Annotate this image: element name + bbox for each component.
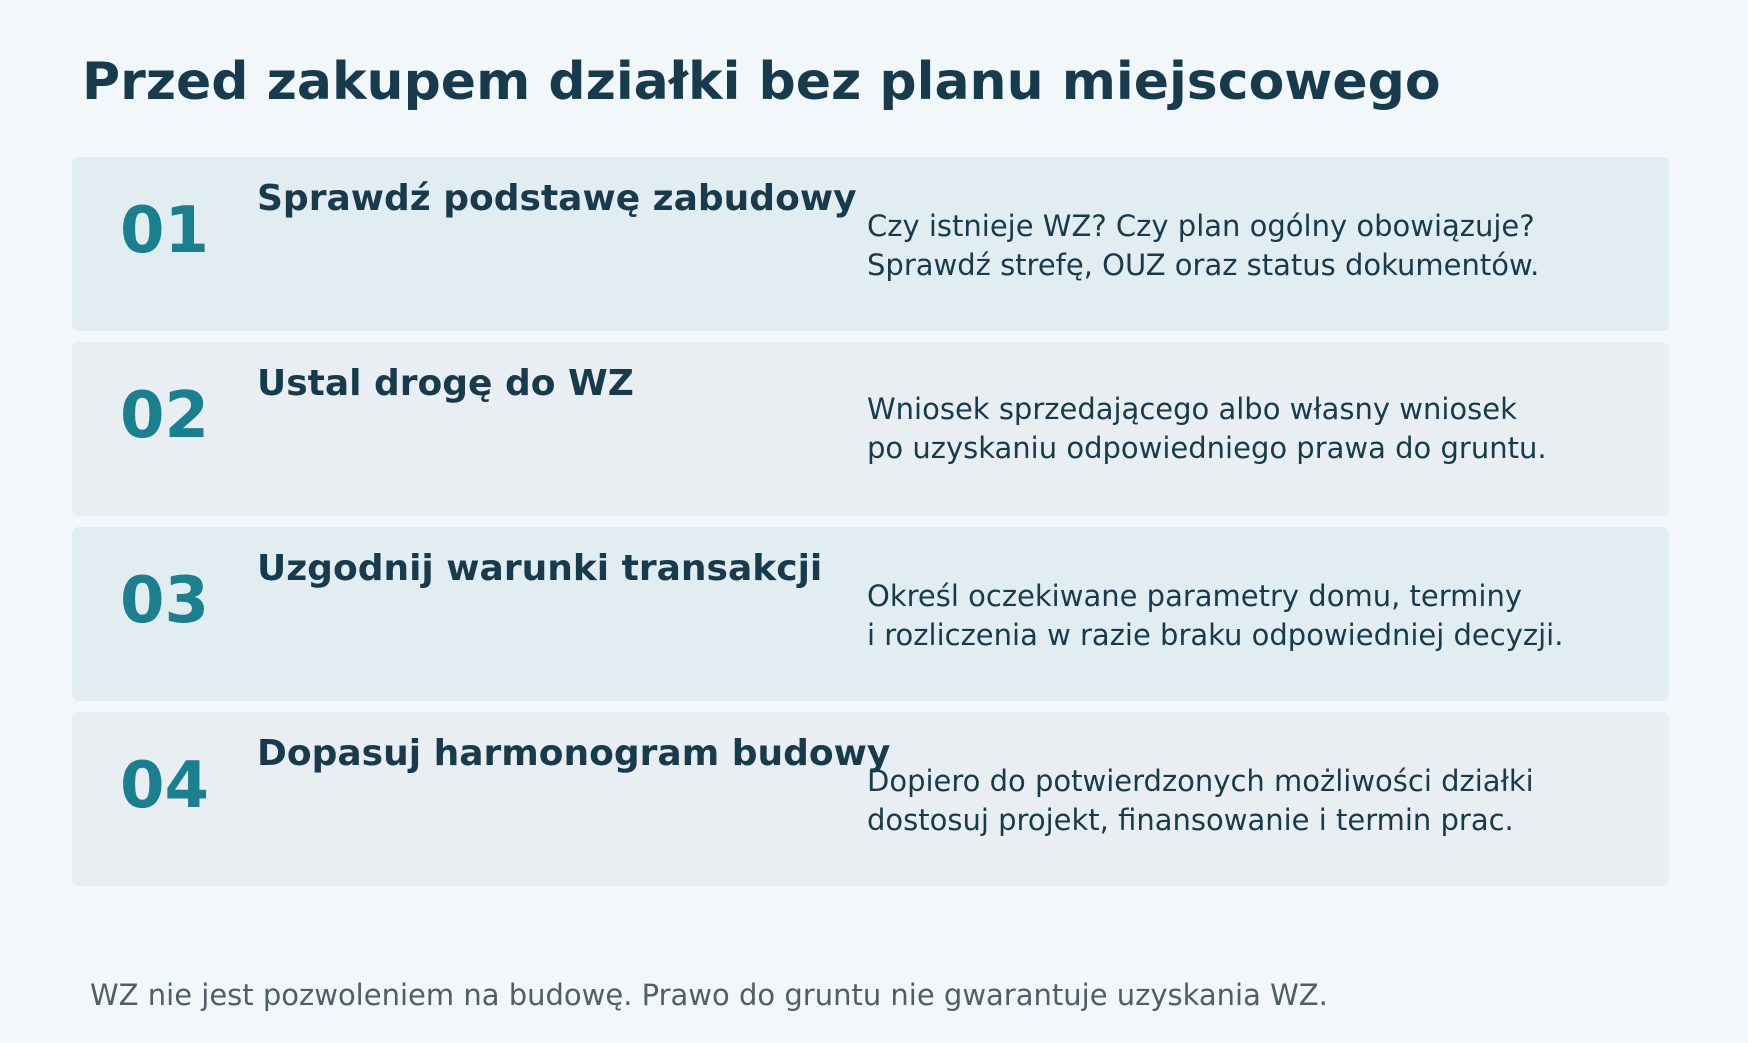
step-number: 02 [120,379,210,453]
step-description [867,207,1657,285]
step-card-2 [72,342,1669,516]
step-title: Dopasuj harmonogram budowy [257,733,891,774]
step-description-line: po uzyskaniu odpowiedniego prawa do gruntu. [867,431,1547,465]
step-card-3 [72,527,1669,701]
step-title: Sprawdź podstawę zabudowy [257,178,857,219]
step-description-line: Czy istnieje WZ? Czy plan ogólny obowiązuje? [867,209,1535,243]
step-description-line: Dopiero do potwierdzonych możliwości działki [867,764,1534,798]
step-description [867,577,1657,655]
step-description [867,762,1657,840]
step-card-1 [72,157,1669,331]
page-title: Przed zakupem działki bez planu miejscowego [82,52,1441,112]
step-number: 04 [120,749,210,823]
step-number: 03 [120,564,210,638]
step-number: 01 [120,194,210,268]
step-description-line: Określ oczekiwane parametry domu, terminy [867,579,1522,613]
step-description-line: Sprawdź strefę, OUZ oraz status dokumentów. [867,248,1540,282]
step-description-line: i rozliczenia w razie braku odpowiedniej decyzji. [867,618,1564,652]
step-description-line: Wniosek sprzedającego albo własny wniosek [867,392,1517,426]
step-title: Uzgodnij warunki transakcji [257,548,823,589]
footnote: WZ nie jest pozwoleniem na budowę. Prawo do gruntu nie gwarantuje uzyskania WZ. [90,978,1328,1012]
step-card-4 [72,712,1669,886]
steps-list [72,157,1669,897]
step-description [867,390,1657,468]
step-description-line: dostosuj projekt, finansowanie i termin prac. [867,803,1514,837]
step-title: Ustal drogę do WZ [257,363,634,404]
